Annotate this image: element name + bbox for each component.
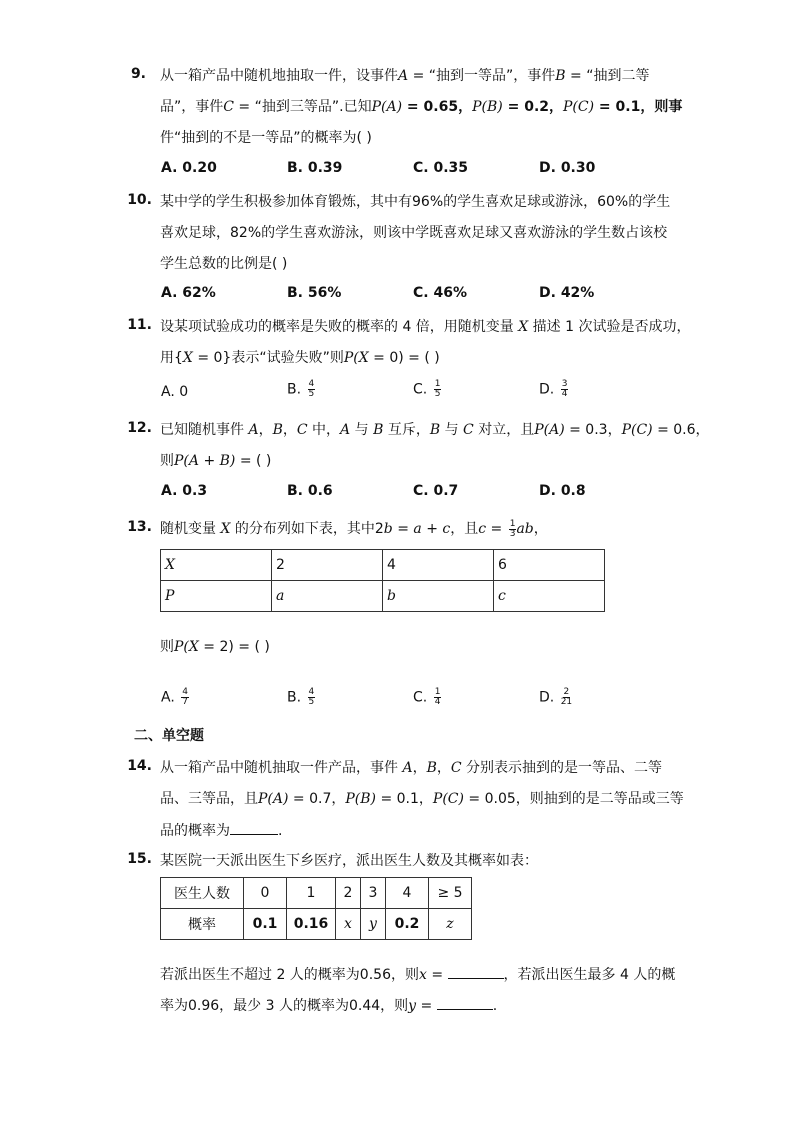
table-cell: 2 <box>272 550 383 581</box>
table-row <box>161 550 605 581</box>
q14-l1f: C <box>450 760 462 776</box>
q12-l1j: B <box>373 422 384 438</box>
table-cell: 2 <box>336 878 361 909</box>
q10-option-a[interactable]: A. 62% <box>161 285 216 301</box>
q13-l1k: = <box>486 521 507 537</box>
q14-answer-blank[interactable] <box>230 820 278 835</box>
q11-number: 11. <box>127 317 152 333</box>
q10-option-c[interactable]: C. 46% <box>413 285 467 301</box>
q12-l1a: 已知随机事件 <box>160 422 249 438</box>
q14-l2d: P(B) <box>345 791 377 807</box>
q9-l2c: = “抽到三等品”.已知 <box>233 99 372 115</box>
frac-denominator: 3 <box>509 528 516 539</box>
q9-l1a: 从一箱产品中随机地抽取一件，设事件 <box>160 68 398 84</box>
q11-option-c[interactable] <box>413 380 441 399</box>
q12-l1i: 与 <box>350 422 374 438</box>
q9-number: 9. <box>130 66 146 82</box>
q12-l1c: ， <box>258 422 273 438</box>
q15-l3a: 率为0.96，最少 3 人的概率为0.44，则 <box>160 998 409 1014</box>
q9-option-b[interactable]: B. 0.39 <box>287 160 343 176</box>
table-row <box>161 909 472 940</box>
q13-l1l: ab <box>516 521 534 537</box>
q11-option-b-label: B. <box>287 381 302 398</box>
q10-line2: 喜欢足球，82%的学生喜欢游泳，则该中学既喜欢足球又喜欢游泳的学生数占该校 <box>160 225 668 241</box>
q14-l1g: 分别表示抽到的是一等品、二等 <box>461 760 663 776</box>
q9-l1e: = “抽到二等 <box>565 68 650 84</box>
q11-l2a: 用{ <box>160 350 183 366</box>
frac-numerator: 4 <box>308 379 315 389</box>
q13-number: 13. <box>127 519 152 535</box>
frac-numerator: 1 <box>509 518 516 529</box>
q13-l1h: c <box>442 521 451 537</box>
frac-numerator: 2 <box>563 687 570 697</box>
table-cell: x <box>336 909 361 940</box>
q11-line1 <box>160 317 691 337</box>
q13-l1a: 随机变量 <box>160 521 221 537</box>
frac-denominator: 5 <box>308 697 315 707</box>
table-cell: ≥ 5 <box>429 878 472 909</box>
q11-option-d[interactable] <box>539 380 568 399</box>
frac-numerator: 4 <box>308 687 315 697</box>
q12-l1s: = 0.6， <box>652 422 710 438</box>
q15-x-answer-blank[interactable] <box>448 964 504 979</box>
q14-number: 14. <box>127 758 152 774</box>
q14-l1d: B <box>426 760 437 776</box>
q11-l2b: X <box>182 350 193 366</box>
q14-line2 <box>160 789 684 809</box>
q11-line2 <box>160 348 440 368</box>
q13-distribution-table <box>160 549 605 612</box>
table-cell: 0.16 <box>287 909 336 940</box>
q9-l2h: P(C) <box>563 99 595 115</box>
q13-line2 <box>160 637 270 657</box>
q14-l2c: = 0.7， <box>288 791 346 807</box>
q13-l1e: = <box>392 521 414 537</box>
q13-option-d[interactable] <box>539 688 572 707</box>
q10-number: 10. <box>127 192 152 208</box>
q9-l1c: = “抽到一等品”，事件 <box>408 68 556 84</box>
q14-l1b: A <box>402 760 413 776</box>
table-cell: 0.1 <box>244 909 287 940</box>
q12-line2 <box>160 451 271 471</box>
q14-l1e: ， <box>436 760 451 776</box>
q9-option-d[interactable]: D. 0.30 <box>539 160 596 176</box>
q12-l1p: P(A) <box>534 422 565 438</box>
table-cell: P <box>161 581 272 612</box>
table-row <box>161 581 605 612</box>
q9-line3: 件“抽到的不是一等品”的概率为( ) <box>160 130 372 146</box>
q13-option-a[interactable] <box>161 688 189 707</box>
q15-probability-table <box>160 877 472 940</box>
q13-option-b[interactable] <box>287 688 315 707</box>
q13-l1m: ， <box>533 521 548 537</box>
q12-l2b: P(A <box>174 453 199 469</box>
q9-l1d: B <box>555 68 566 84</box>
q11-l2e: = 0) = ( ) <box>368 350 440 366</box>
q15-l3c: = <box>416 998 437 1014</box>
q9-line2 <box>160 97 682 117</box>
q15-l2c: = <box>426 967 448 983</box>
table-cell: 4 <box>383 550 494 581</box>
q10-line1: 某中学的学生积极参加体育锻炼，其中有96%的学生喜欢足球或游泳，60%的学生 <box>160 194 671 210</box>
q12-l1k: 互斥， <box>383 422 430 438</box>
table-cell: 4 <box>386 878 429 909</box>
q11-l1a: 设某项试验成功的概率是失败的概率的 4 倍，用随机变量 <box>160 319 519 335</box>
q13-l2b: P(X <box>174 639 199 655</box>
q14-l1a: 从一箱产品中随机抽取一件产品，事件 <box>160 760 403 776</box>
q11-option-a[interactable]: A. 0 <box>161 384 189 400</box>
q12-l1f: C <box>296 422 308 438</box>
table-row <box>161 878 472 909</box>
frac-denominator: 4 <box>561 389 568 399</box>
table-cell: a <box>272 581 383 612</box>
q15-l2d: ，若派出医生最多 4 人的概 <box>503 967 676 983</box>
q12-option-d[interactable]: D. 0.8 <box>539 483 586 499</box>
frac-denominator: 5 <box>434 389 441 399</box>
q9-option-c[interactable]: C. 0.35 <box>413 160 469 176</box>
q13-l1i: ，且 <box>450 521 479 537</box>
q13-l1g: + <box>421 521 443 537</box>
q15-l2b: x <box>418 967 427 983</box>
q12-l2a: 则 <box>160 453 174 469</box>
frac-denominator: 5 <box>308 389 315 399</box>
q12-line1 <box>160 420 710 440</box>
q14-l2f: P(C) <box>432 791 464 807</box>
q12-l1d: B <box>272 422 283 438</box>
q12-l1g: 中， <box>307 422 341 438</box>
q13-l1d: b <box>383 521 393 537</box>
q12-l1q: = 0.3， <box>564 422 622 438</box>
table-cell: 6 <box>494 550 605 581</box>
q13-l2a: 则 <box>160 639 174 655</box>
q9-l2f: P(B) <box>472 99 503 115</box>
q12-l1o: 对立，且 <box>473 422 535 438</box>
frac-numerator: 1 <box>434 687 441 697</box>
q13-l1f: a <box>413 521 422 537</box>
table-cell: 概率 <box>161 909 244 940</box>
q11-l2d: P(X <box>343 350 369 366</box>
q13-option-b-fraction <box>308 688 316 707</box>
q12-option-c[interactable]: C. 0.7 <box>413 483 459 499</box>
q14-l1c: ， <box>412 760 427 776</box>
q11-l1b: X <box>518 319 529 335</box>
q15-y-answer-blank[interactable] <box>437 995 493 1010</box>
q9-l2a: 品”，事件 <box>160 99 224 115</box>
q12-number: 12. <box>127 420 152 436</box>
q13-l2c: = 2) = ( ) <box>198 639 270 655</box>
q13-option-d-fraction <box>561 688 572 707</box>
q10-option-d[interactable]: D. 42% <box>539 285 595 301</box>
q12-l1h: A <box>340 422 351 438</box>
q15-l3b: y <box>408 998 417 1014</box>
q11-option-d-fraction <box>561 380 569 399</box>
q14-l3a: 品的概率为 <box>160 823 230 839</box>
table-cell: 0.2 <box>386 909 429 940</box>
q11-l2c: = 0}表示“试验失败”则 <box>192 350 344 366</box>
q11-option-d-label: D. <box>539 381 555 398</box>
q15-line1: 某医院一天派出医生下乡医疗，派出医生人数及其概率如表： <box>160 853 538 869</box>
table-cell: X <box>161 550 272 581</box>
section-heading: 二、单空题 <box>134 728 204 744</box>
table-cell: 3 <box>361 878 386 909</box>
q9-l2b: C <box>223 99 234 115</box>
q11-option-c-fraction <box>434 380 442 399</box>
table-cell: 1 <box>287 878 336 909</box>
q13-option-c-fraction <box>434 688 442 707</box>
q9-option-a[interactable]: A. 0.20 <box>161 160 217 176</box>
q14-l2b: P(A) <box>258 791 289 807</box>
q9-l2g: = 0.2， <box>502 99 563 115</box>
table-cell: b <box>383 581 494 612</box>
q13-l1b: X <box>220 521 231 537</box>
q15-line3 <box>160 995 497 1016</box>
q13-option-a-label: A. <box>161 689 175 706</box>
frac-numerator: 4 <box>182 687 188 697</box>
q10-line3: 学生总数的比例是( ) <box>160 256 288 272</box>
q12-l1e: ， <box>282 422 297 438</box>
q9-l2d: P(A) <box>371 99 403 115</box>
frac-numerator: 3 <box>561 379 568 389</box>
q9-l2e: = 0.65， <box>402 99 473 115</box>
q12-l1b: A <box>248 422 259 438</box>
q15-number: 15. <box>127 851 152 867</box>
q12-l2c: + <box>199 453 220 469</box>
q13-option-a-fraction <box>181 688 189 707</box>
q13-option-d-label: D. <box>539 689 555 706</box>
q9-l2i: = 0.1，则事 <box>594 99 683 115</box>
q15-line2 <box>160 964 675 985</box>
table-cell: z <box>429 909 472 940</box>
frac-denominator: 21 <box>560 697 573 707</box>
q12-l2d: B) <box>219 453 236 469</box>
table-cell: y <box>361 909 386 940</box>
frac-numerator: 1 <box>434 379 441 389</box>
q14-l2a: 品、三等品，且 <box>160 791 258 807</box>
q12-l2e: = ( ) <box>235 453 272 469</box>
q9-l1b: A <box>398 68 409 84</box>
table-cell: 0 <box>244 878 287 909</box>
q12-l1l: B <box>429 422 441 438</box>
table-cell: c <box>494 581 605 612</box>
q14-line3 <box>160 820 282 841</box>
q13-option-b-label: B. <box>287 689 302 706</box>
frac-denominator: 4 <box>434 697 441 707</box>
q10-option-b[interactable]: B. 56% <box>287 285 342 301</box>
q13-l1j: c <box>478 521 487 537</box>
q12-l1r: P(C) <box>621 422 653 438</box>
table-cell: 医生人数 <box>161 878 244 909</box>
q11-option-c-label: C. <box>413 381 428 398</box>
q12-l1n: C <box>463 422 474 438</box>
q11-option-b[interactable] <box>287 380 315 399</box>
q14-line1 <box>160 758 662 778</box>
q9-line1 <box>160 66 649 86</box>
q11-option-b-fraction <box>308 380 316 399</box>
q13-option-c-label: C. <box>413 689 428 706</box>
q14-l3b: . <box>278 823 283 839</box>
q13-l1c: 的分布列如下表，其中2 <box>230 521 384 537</box>
frac-denominator: 7 <box>182 697 188 707</box>
q13-line1 <box>160 519 548 539</box>
q12-option-b[interactable]: B. 0.6 <box>287 483 333 499</box>
q14-l2g: = 0.05，则抽到的是二等品或三等 <box>463 791 684 807</box>
q15-l3d: . <box>492 998 498 1014</box>
q12-option-a[interactable]: A. 0.3 <box>161 483 208 499</box>
q12-l1m: 与 <box>440 422 464 438</box>
q13-option-c[interactable] <box>413 688 441 707</box>
q15-l2a: 若派出医生不超过 2 人的概率为0.56，则 <box>160 967 419 983</box>
q11-l1c: 描述 1 次试验是否成功， <box>528 319 691 335</box>
q14-l2e: = 0.1， <box>376 791 433 807</box>
